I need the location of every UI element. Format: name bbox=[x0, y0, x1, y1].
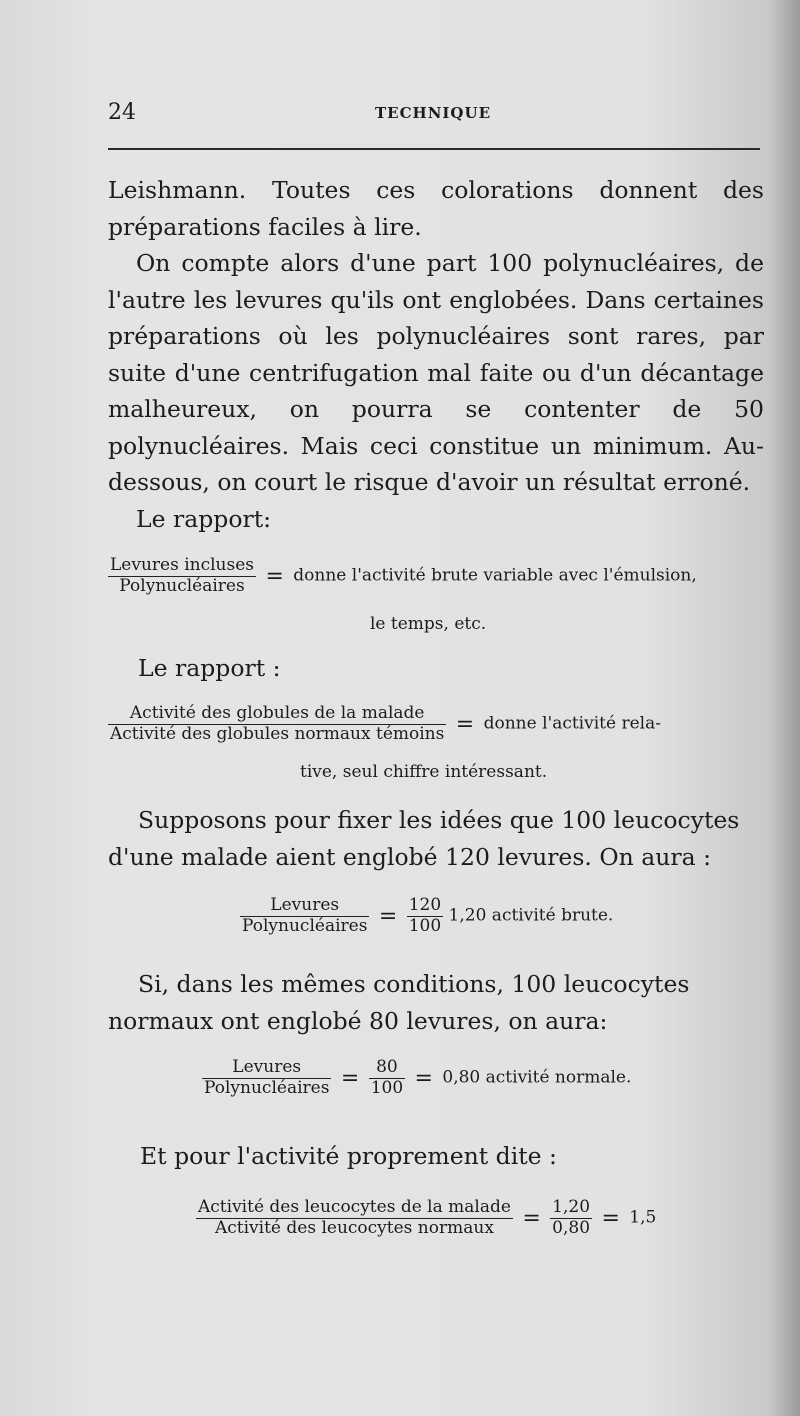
formula-2-text: donne l'activité rela- bbox=[483, 713, 661, 734]
formula-5-result: 1,5 bbox=[629, 1207, 657, 1228]
running-title: TECHNIQUE bbox=[374, 104, 491, 122]
formula-2 bbox=[108, 704, 788, 744]
formula-5-equals-2: = bbox=[601, 1205, 620, 1231]
formula-5 bbox=[196, 1198, 656, 1238]
formula-1-continuation: le temps, etc. bbox=[370, 614, 487, 634]
formula-4 bbox=[202, 1058, 631, 1098]
formula-4-equals: = bbox=[340, 1065, 360, 1091]
formula-2-continuation: tive, seul chiffre intéressant. bbox=[300, 762, 548, 782]
formula-4-text: 0,80 activité normale. bbox=[442, 1067, 632, 1088]
formula-4-fraction bbox=[202, 1058, 331, 1098]
formula-2-numerator: Activité des globules de la malade bbox=[108, 704, 446, 725]
formula-5-equals: = bbox=[522, 1205, 541, 1231]
formula-1-denominator: Polynucléaires bbox=[119, 575, 245, 596]
formula-3-value-numerator: 120 bbox=[408, 895, 442, 915]
page-header bbox=[108, 100, 758, 130]
formula-5-fraction bbox=[196, 1198, 513, 1238]
body-text-top bbox=[108, 172, 764, 537]
header-rule bbox=[108, 148, 760, 150]
formula-3 bbox=[240, 896, 613, 936]
formula-4-equals-2: = bbox=[414, 1065, 433, 1091]
formula-5-value-denominator: 0,80 bbox=[552, 1217, 591, 1238]
paragraph-6: Si, dans les mêmes conditions, 100 leucocytes normaux ont englobé 80 levures, on aura: bbox=[108, 970, 690, 1035]
paragraph-3: Le rapport: bbox=[136, 504, 272, 533]
formula-5-numerator: Activité des leucocytes de la malade bbox=[198, 1197, 511, 1217]
formula-1 bbox=[108, 556, 778, 596]
formula-3-numerator: Levures bbox=[240, 896, 369, 917]
formula-3-text: 1,20 activité brute. bbox=[448, 905, 614, 926]
paragraph-2: On compte alors d'une part 100 polynucléaires, de l'autre les levures qu'ils ont englobées. Dans certaines préparations où les polynucléaires sont rares, par suite d'une centrifugation mal faite ou d'un décantage malheureux, on pourra se contenter de 50 polynucléaires. Mais ceci constitue un minimum. Au-dessous, on court le risque d'avoir un résultat erroné. bbox=[108, 249, 764, 496]
formula-2-fraction bbox=[108, 704, 446, 744]
formula-2-denominator: Activité des globules normaux témoins bbox=[110, 723, 445, 744]
formula-2-equals: = bbox=[455, 711, 475, 737]
formula-4-denominator: Polynucléaires bbox=[204, 1077, 330, 1098]
paragraph-1: Leishmann. Toutes ces colorations donnent des préparations faciles à lire. bbox=[108, 176, 764, 241]
formula-5-value-numerator: 1,20 bbox=[552, 1197, 591, 1217]
formula-4-value-fraction bbox=[369, 1058, 405, 1098]
formula-1-text: donne l'activité brute variable avec l'émulsion, bbox=[293, 565, 697, 586]
paragraph-5: Supposons pour fixer les idées que 100 leucocytes d'une malade aient englobé 120 levures. On aura : bbox=[108, 806, 740, 871]
formula-4-value-numerator: 80 bbox=[369, 1058, 405, 1079]
formula-3-value-fraction bbox=[407, 896, 443, 936]
page-number: 24 bbox=[108, 100, 136, 125]
formula-1-fraction bbox=[108, 556, 256, 596]
formula-1-equals: = bbox=[265, 563, 284, 589]
formula-4-numerator: Levures bbox=[202, 1058, 331, 1079]
paragraph-7: Et pour l'activité proprement dite : bbox=[140, 1142, 557, 1170]
formula-5-value-fraction bbox=[550, 1198, 592, 1238]
formula-3-value-denominator: 100 bbox=[408, 915, 442, 936]
formula-1-numerator: Levures incluses bbox=[110, 555, 255, 575]
formula-3-denominator: Polynucléaires bbox=[242, 915, 368, 936]
paragraph-4: Le rapport : bbox=[138, 654, 281, 682]
formula-3-equals: = bbox=[378, 903, 398, 929]
formula-5-denominator: Activité des leucocytes normaux bbox=[214, 1217, 494, 1238]
formula-4-value-denominator: 100 bbox=[370, 1077, 404, 1098]
formula-3-fraction bbox=[240, 896, 369, 936]
